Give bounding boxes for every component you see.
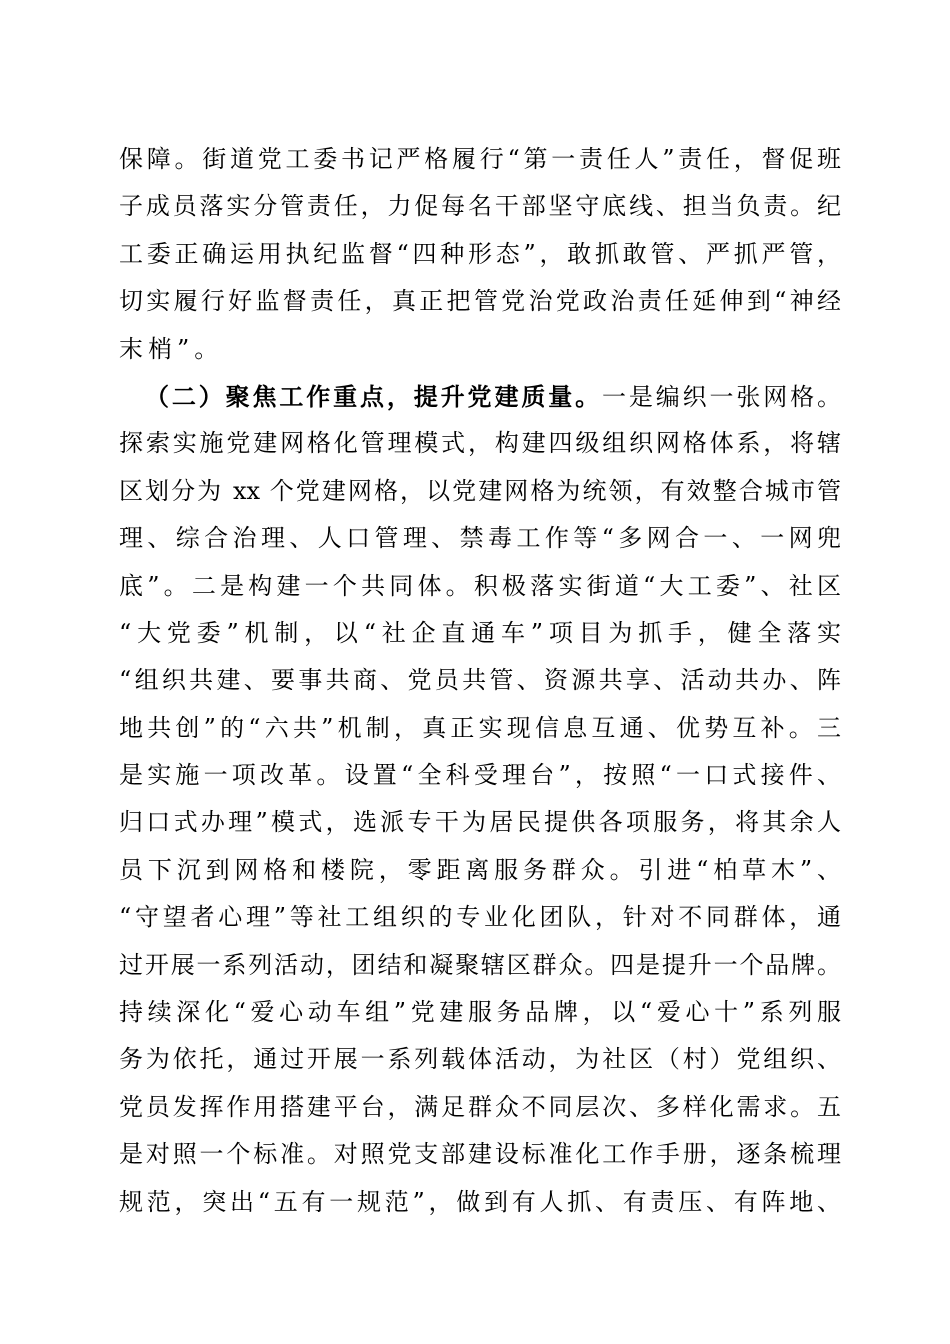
text-line: 务为依托，通过开展一系列载体活动，为社区（村）党组织、 — [119, 1045, 841, 1074]
text-span: 一是编织一张网格。 — [601, 382, 842, 411]
text-line: 区划分为 xx 个党建网格，以党建网格为统领，有效整合城市管 — [119, 476, 841, 505]
section-heading: （二）聚焦工作重点，提升党建质量。 — [145, 381, 602, 411]
text-line: 工委正确运用执纪监督“四种形态”，敢抓敢管、严抓严管， — [119, 239, 841, 268]
text-line: “大党委”机制，以“社企直通车”项目为抓手，健全落实 — [119, 618, 841, 647]
paragraph — [119, 136, 841, 373]
text-line: 末梢”。 — [119, 334, 224, 363]
text-line: 子成员落实分管责任，力促每名干部坚守底线、担当负责。纪 — [119, 192, 841, 221]
text-line: 切实履行好监督责任，真正把管党治党政治责任延伸到“神经 — [119, 287, 841, 316]
text-line: 党员发挥作用搭建平台，满足群众不同层次、多样化需求。五 — [119, 1092, 841, 1121]
text-line: “组织共建、要事共商、党员共管、资源共享、活动共办、阵 — [119, 666, 841, 695]
text-line: “守望者心理”等社工组织的专业化团队，针对不同群体，通 — [119, 903, 841, 932]
text-line: 是实施一项改革。设置“全科受理台”，按照“一口式接件、 — [119, 761, 841, 790]
document-body — [119, 136, 841, 1226]
text-line: 归口式办理”模式，选派专干为居民提供各项服务，将其余人 — [119, 808, 841, 837]
text-line: 员下沉到网格和楼院，零距离服务群众。引进“柏草木”、 — [119, 855, 841, 884]
text-line: 是对照一个标准。对照党支部建设标准化工作手册，逐条梳理 — [119, 1140, 841, 1169]
text-line: 地共创”的“六共”机制，真正实现信息互通、优势互补。三 — [119, 713, 841, 742]
text-line: 过开展一系列活动，团结和凝聚辖区群众。四是提升一个品牌。 — [119, 950, 841, 979]
text-line: 持续深化“爱心动车组”党建服务品牌，以“爱心十”系列服 — [119, 998, 841, 1027]
text-line: 保障。街道党工委书记严格履行“第一责任人”责任，督促班 — [119, 145, 841, 173]
text-line: 规范，突出“五有一规范”，做到有人抓、有责压、有阵地、 — [119, 1187, 841, 1216]
text-line: 底”。二是构建一个共同体。积极落实街道“大工委”、社区 — [119, 571, 841, 600]
paragraph — [119, 373, 841, 1226]
text-line: 探索实施党建网格化管理模式，构建四级组织网格体系，将辖 — [119, 429, 841, 458]
text-line — [119, 373, 841, 420]
text-line: 理、综合治理、人口管理、禁毒工作等“多网合一、一网兜 — [119, 524, 841, 553]
